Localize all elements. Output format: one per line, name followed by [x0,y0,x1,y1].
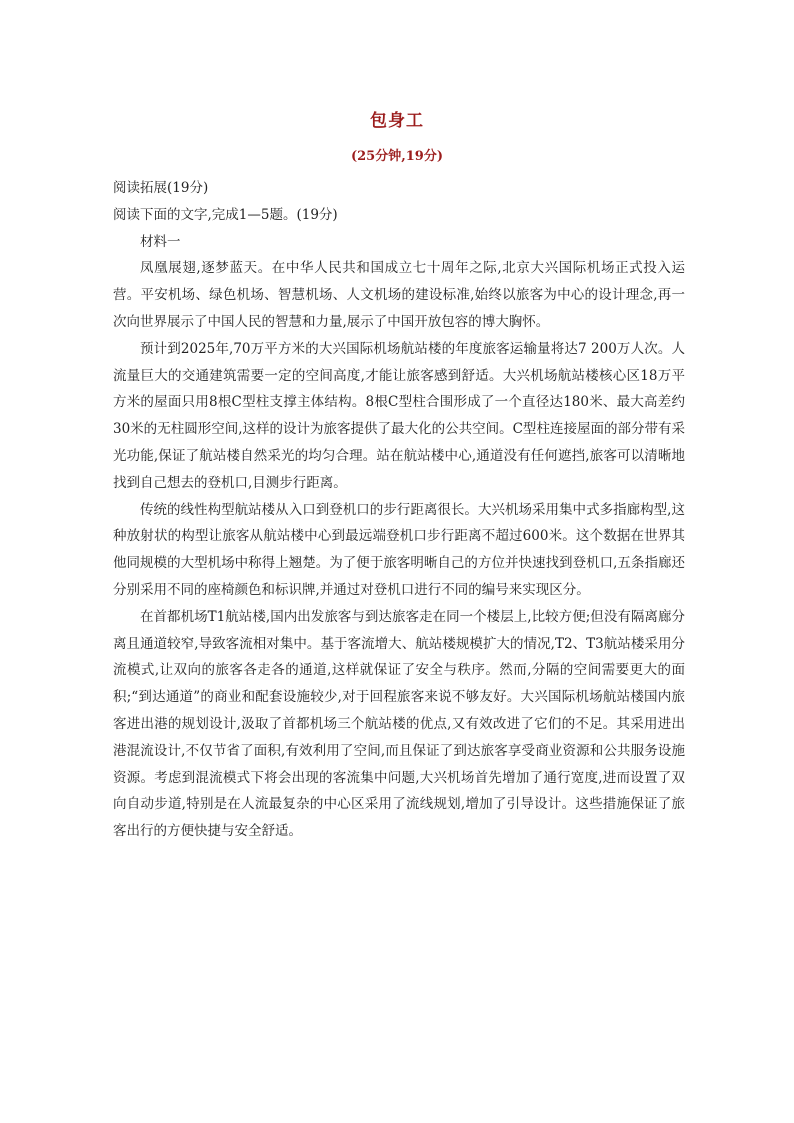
document-subtitle: (25分钟,19分) [350,149,443,164]
paragraph-3: 传统的线性构型航站楼从入口到登机口的步行距离很长。大兴机场采用集中式多指廊构型,这种放射状的构型让旅客从航站楼中心到最远端登机口步行距离不超过600米。这个数据在世界其他同规模的大型机场中称得上翘楚。为了便于旅客明晰自己的方位并快速找到登机口,五条指廊还分别采用不同的座椅颜色和标识牌,并通过对登机口进行不同的编号来实现区分。 [113,501,685,598]
paragraph-2: 预计到2025年,70万平方米的大兴国际机场航站楼的年度旅客运输量将达7 200万人次。人流量巨大的交通建筑需要一定的空间高度,才能让旅客感到舒适。大兴机场航站楼核心区18万平方米的屋面只用8根C型柱支撑主体结构。8根C型柱合围形成了一个直径达180米、最大高差约30米的无柱圆形空间,这样的设计为旅客提供了最大化的公共空间。C型柱连接屋面的部分带有采光功能,保证了航站楼自然采光的均匀合理。站在航站楼中心,通道没有任何遮挡,旅客可以清晰地找到自己想去的登机口,目测步行距离。 [113,340,685,491]
instruction-text: 阅读下面的文字,完成1—5题。(19分) [113,206,338,223]
material-label: 材料一 [140,233,181,250]
paragraph-4: 在首都机场T1航站楼,国内出发旅客与到达旅客走在同一个楼层上,比较方便;但没有隔离廊分离且通道较窄,导致客流相对集中。基于客流增大、航站楼规模扩大的情况,T2、T3航站楼采用分流模式,让双向的旅客各走各的通道,这样就保证了安全与秩序。然而,分隔的空间需要更大的面积;“到达通道”的商业和配套设施较少,对于回程旅客来说不够友好。大兴国际机场航站楼国内旅客进出港的规划设计,汲取了首都机场三个航站楼的优点,又有效改进了它们的不足。其采用进出港混流设计,不仅节省了面积,有效利用了空间,而且保证了到达旅客享受商业资源和公共服务设施资源。考虑到混流模式下将会出现的客流集中问题,大兴机场首先增加了通行宽度,进而设置了双向自动步道,特别是在人流最复杂的中心区采用了流线规划,增加了引导设计。这些措施保证了旅客出行的方便快捷与安全舒适。 [113,608,685,840]
paragraph-1: 凤凰展翅,逐梦蓝天。在中华人民共和国成立七十周年之际,北京大兴国际机场正式投入运营。平安机场、绿色机场、智慧机场、人文机场的建设标准,始终以旅客为中心的设计理念,再一次向世界展示了中国人民的智慧和力量,展示了中国开放包容的博大胸怀。 [113,260,685,330]
section-heading: 阅读拓展(19分) [113,180,209,196]
document-body [113,175,685,845]
document-title: 包身工 [370,111,424,131]
